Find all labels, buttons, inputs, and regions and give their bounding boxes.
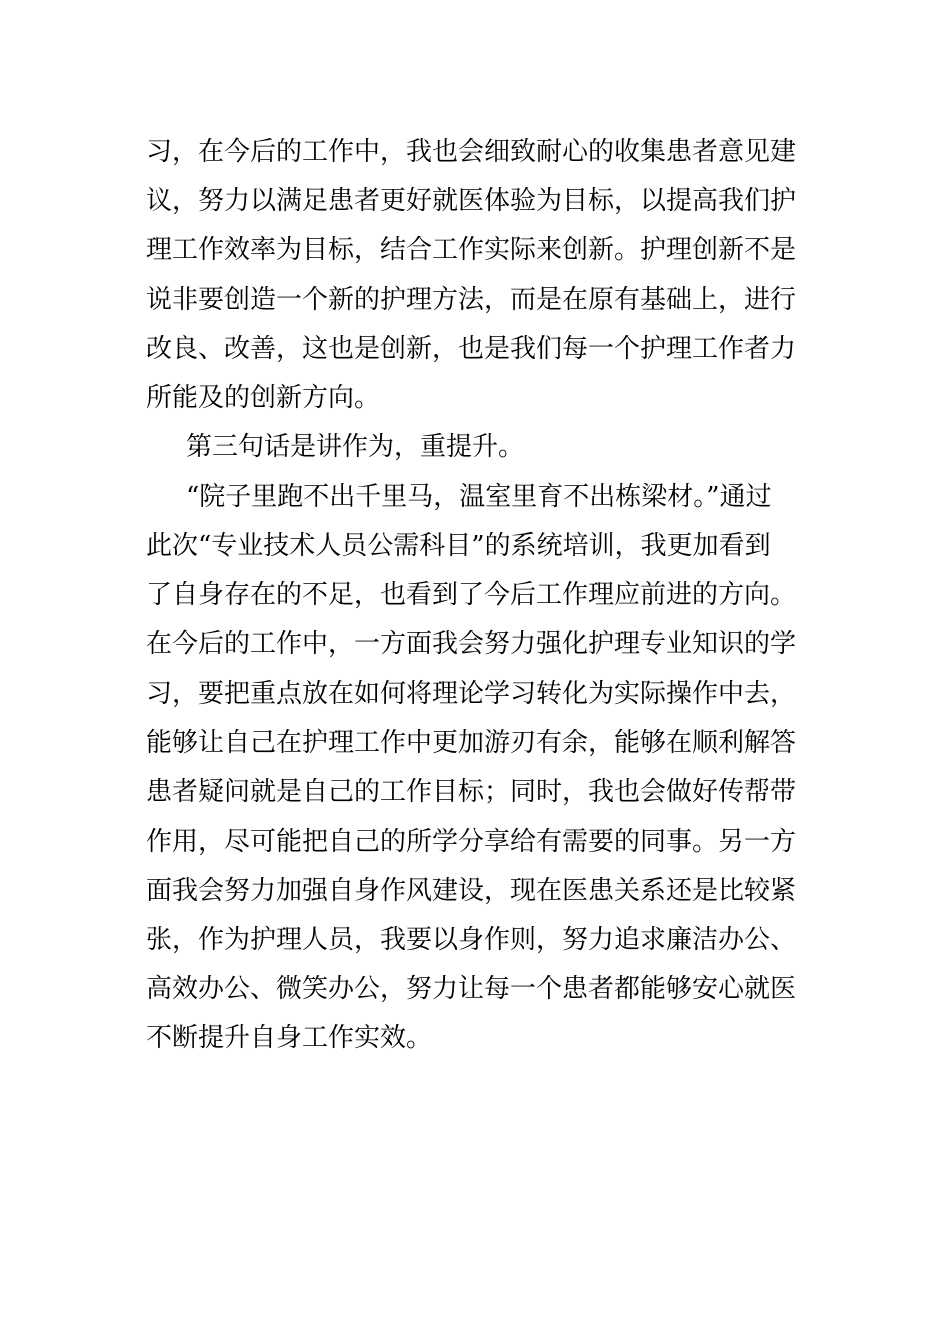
body-text-line-17: 张，作为护理人员，我要以身作则，努力追求廉洁办公、 — [146, 925, 797, 955]
body-text-line-6: 所能及的创新方向。 — [146, 383, 381, 413]
body-text-line-19: 不断提升自身工作实效。 — [146, 1023, 433, 1053]
body-text-line-8: “院子里跑不出千里马，温室里育不出栋梁材。”通过 — [186, 482, 772, 512]
body-text-line-3: 理工作效率为目标，结合工作实际来创新。护理创新不是 — [146, 235, 797, 265]
body-text-line-9: 此次“专业技术人员公需科目”的系统培训，我更加看到 — [146, 531, 771, 561]
body-text-line-2: 议，努力以满足患者更好就医体验为目标，以提高我们护 — [146, 186, 797, 216]
body-text-line-16: 面我会努力加强自身作风建设，现在医患关系还是比较紧 — [146, 876, 797, 906]
body-text-line-1: 习，在今后的工作中，我也会细致耐心的收集患者意见建 — [146, 137, 797, 167]
body-text-line-11: 在今后的工作中，一方面我会努力强化护理专业知识的学 — [146, 629, 797, 659]
body-text-line-5: 改良、改善，这也是创新，也是我们每一个护理工作者力 — [146, 334, 797, 364]
body-text-line-13: 能够让自己在护理工作中更加游刃有余，能够在顺利解答 — [146, 728, 797, 758]
body-text-line-15: 作用，尽可能把自己的所学分享给有需要的同事。另一方 — [146, 827, 797, 857]
body-text-line-14: 患者疑问就是自己的工作目标；同时，我也会做好传帮带 — [146, 777, 797, 807]
section-heading-line: 第三句话是讲作为，重提升。 — [186, 432, 525, 462]
body-text-line-10: 了自身存在的不足，也看到了今后工作理应前进的方向。 — [146, 580, 797, 610]
body-text-line-12: 习，要把重点放在如何将理论学习转化为实际操作中去， — [146, 679, 797, 709]
body-text-line-18: 高效办公、微笑办公，努力让每一个患者都能够安心就医 — [146, 974, 797, 1004]
body-text-line-4: 说非要创造一个新的护理方法，而是在原有基础上，进行 — [146, 285, 797, 315]
